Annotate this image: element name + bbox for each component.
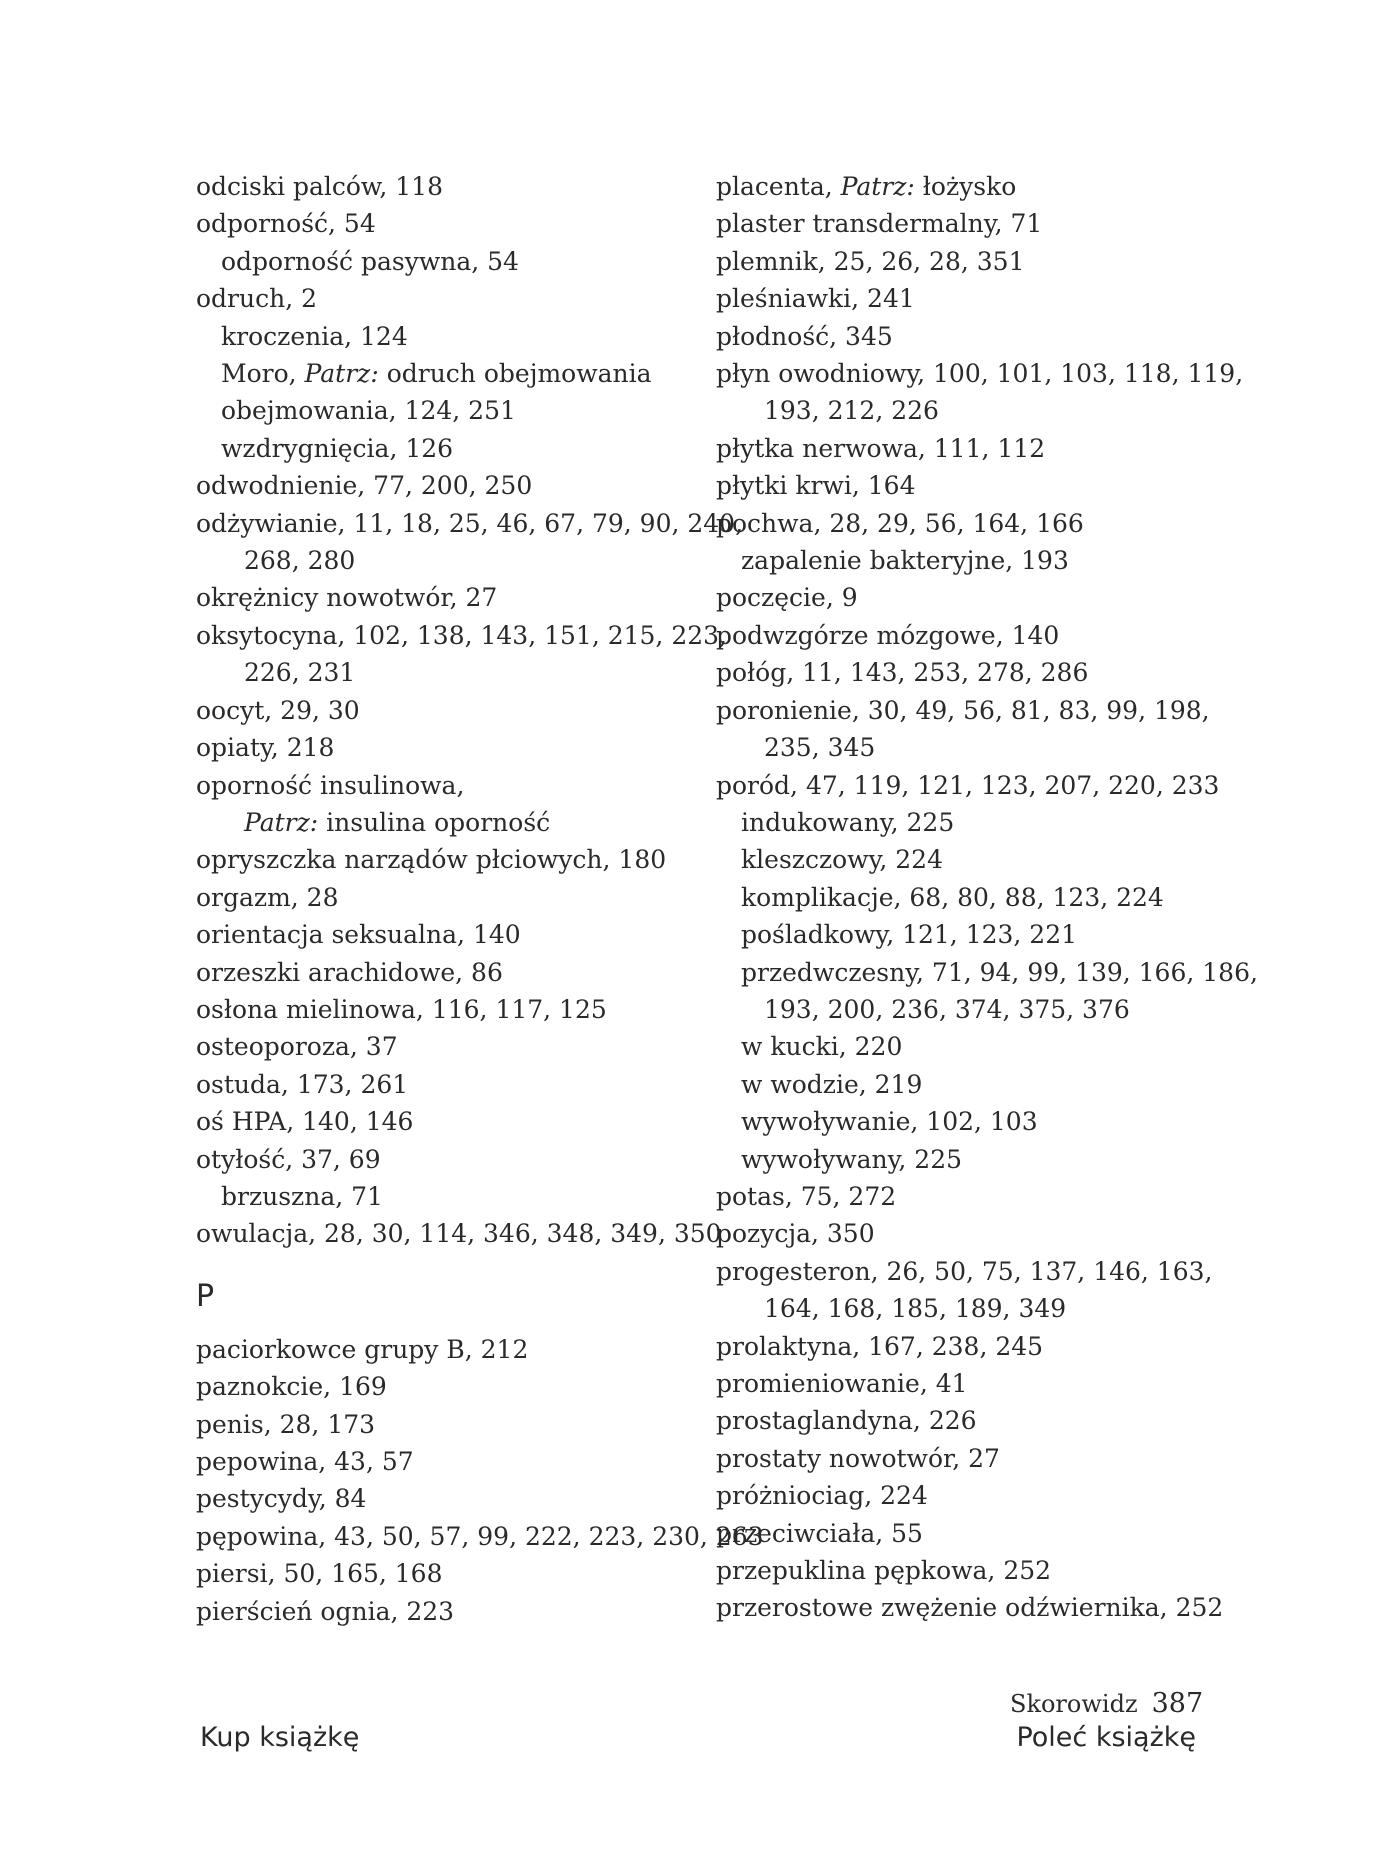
entry-text: opiaty, 218 — [196, 733, 335, 763]
footer-section-label: Skorowidz — [1010, 1690, 1138, 1718]
entry-text: przeciwciała, 55 — [716, 1518, 923, 1548]
index-subentry — [716, 804, 1216, 841]
cross-reference-marker: Patrz: — [244, 807, 319, 837]
entry-text: okrężnicy nowotwór, 27 — [196, 583, 498, 613]
index-entry — [196, 1480, 696, 1517]
entry-continuation: 235, 345 — [764, 733, 876, 763]
cross-reference-marker: Patrz: — [304, 359, 379, 389]
cross-reference-marker: Patrz: — [840, 172, 915, 201]
entry-text: pępowina, 43, 50, 57, 99, 222, 223, 230, 263 — [196, 1521, 764, 1551]
entry-text: płodność, 345 — [716, 321, 893, 351]
index-entry — [196, 916, 696, 953]
index-entry — [196, 1555, 696, 1592]
entry-text: orgazm, 28 — [196, 882, 339, 912]
entry-text: indukowany, 225 — [741, 807, 955, 837]
entry-text: połóg, 11, 143, 253, 278, 286 — [716, 658, 1089, 688]
entry-text: orzeszki arachidowe, 86 — [196, 957, 503, 987]
entry-text: owulacja, 28, 30, 114, 346, 348, 349, 350 — [196, 1219, 722, 1249]
index-entry — [196, 991, 696, 1028]
entry-text: pierścień ognia, 223 — [196, 1596, 455, 1626]
index-entry — [196, 954, 696, 991]
entry-text: oś HPA, 140, 146 — [196, 1107, 414, 1137]
index-entry — [196, 1406, 696, 1443]
index-entry — [716, 505, 1216, 542]
index-entry — [716, 355, 1244, 430]
index-subentry — [716, 879, 1216, 916]
entry-text: obejmowania, 124, 251 — [221, 396, 516, 426]
entry-continuation: 193, 200, 236, 374, 375, 376 — [764, 994, 1130, 1024]
index-entry — [196, 1518, 764, 1555]
index-entry — [716, 692, 1216, 767]
entry-text: otyłość, 37, 69 — [196, 1144, 381, 1174]
page-number: 387 — [1151, 1688, 1204, 1719]
index-entry — [716, 280, 1216, 317]
index-entry — [716, 1253, 1216, 1328]
entry-text: odwodnienie, 77, 200, 250 — [196, 471, 533, 501]
entry-text: prostaty nowotwór, 27 — [716, 1443, 1000, 1473]
buy-book-link[interactable]: Kup książkę — [200, 1722, 360, 1753]
entry-text: płytka nerwowa, 111, 112 — [716, 433, 1046, 463]
index-entry — [196, 1215, 722, 1252]
entry-continuation: 164, 168, 185, 189, 349 — [764, 1294, 1067, 1324]
entry-text: ostuda, 173, 261 — [196, 1069, 409, 1099]
entry-text: przepuklina pępkowa, 252 — [716, 1556, 1052, 1586]
entry-text: poronienie, 30, 49, 56, 81, 83, 99, 198, — [716, 695, 1210, 725]
entry-text: plemnik, 25, 26, 28, 351 — [716, 246, 1025, 276]
entry-text: pleśniawki, 241 — [716, 284, 915, 314]
entry-text: oocyt, 29, 30 — [196, 695, 360, 725]
entry-text: osłona mielinowa, 116, 117, 125 — [196, 994, 607, 1024]
index-entry — [716, 1440, 1216, 1477]
index-entry — [716, 1477, 1216, 1514]
entry-text: odporność, 54 — [196, 209, 376, 239]
index-subentry — [196, 243, 696, 280]
index-entry — [196, 1593, 696, 1630]
entry-continuation: Patrz: insulina oporność — [244, 807, 551, 837]
index-subentry — [716, 916, 1216, 953]
index-entry — [716, 318, 1216, 355]
entry-text: orientacja seksualna, 140 — [196, 920, 521, 950]
index-subentry — [716, 841, 1216, 878]
entry-text: osteoporoza, 37 — [196, 1032, 398, 1062]
entry-text: prostaglandyna, 226 — [716, 1406, 977, 1436]
entry-text: promieniowanie, 41 — [716, 1369, 968, 1398]
entry-continuation: 268, 280 — [244, 546, 356, 576]
entry-text: przerostowe zwężenie odźwiernika, 252 — [716, 1593, 1224, 1623]
index-entry — [716, 1515, 1216, 1552]
entry-text: zapalenie bakteryjne, 193 — [741, 546, 1069, 576]
index-column-left — [196, 168, 764, 1630]
entry-text: poczęcie, 9 — [716, 583, 858, 613]
entry-text: oporność insulinowa, — [196, 770, 465, 800]
entry-text: komplikacje, 68, 80, 88, 123, 224 — [741, 882, 1164, 912]
index-entry — [196, 1331, 696, 1368]
index-subentry — [716, 1066, 1216, 1103]
entry-text: piersi, 50, 165, 168 — [196, 1559, 443, 1589]
entry-text: płytki krwi, 164 — [716, 471, 916, 501]
entry-text: pestycydy, 84 — [196, 1484, 367, 1514]
entry-text: wywoływanie, 102, 103 — [741, 1107, 1038, 1137]
entry-text: paciorkowce grupy B, 212 — [196, 1334, 529, 1364]
index-entry — [196, 205, 696, 242]
entry-text: opryszczka narządów płciowych, 180 — [196, 845, 667, 875]
entry-text: odciski palców, 118 — [196, 172, 443, 201]
index-entry — [716, 767, 1220, 804]
entry-text: pepowina, 43, 57 — [196, 1447, 414, 1476]
index-subentry — [716, 954, 1258, 1029]
entry-text: w kucki, 220 — [741, 1032, 903, 1062]
index-entry — [196, 280, 696, 317]
index-entry — [196, 729, 696, 766]
index-entry — [196, 692, 696, 729]
entry-text: oksytocyna, 102, 138, 143, 151, 215, 223, — [196, 620, 727, 650]
index-entry — [716, 617, 1216, 654]
index-entry — [716, 654, 1216, 691]
index-subentry — [196, 318, 696, 355]
index-entry — [716, 579, 1216, 616]
index-entry — [196, 1368, 696, 1405]
index-subentry — [196, 430, 696, 467]
index-entry — [716, 1328, 1216, 1365]
entry-text: wywoływany, 225 — [741, 1144, 963, 1174]
entry-text: progesteron, 26, 50, 75, 137, 146, 163, — [716, 1256, 1213, 1286]
entry-text: wzdrygnięcia, 126 — [221, 433, 454, 463]
index-entry — [196, 467, 696, 504]
index-subentry — [716, 1141, 1216, 1178]
index-entry — [196, 617, 727, 692]
entry-text: brzuszna, 71 — [221, 1181, 383, 1211]
index-entry — [196, 767, 696, 842]
entry-text: prolaktyna, 167, 238, 245 — [716, 1331, 1044, 1361]
page-footer — [1010, 1688, 1203, 1719]
entry-text: odruch, 2 — [196, 284, 318, 314]
index-entry — [196, 1066, 696, 1103]
entry-text: kleszczowy, 224 — [741, 845, 943, 875]
index-subentry — [196, 392, 696, 429]
recommend-book-link[interactable]: Poleć książkę — [1016, 1722, 1196, 1753]
index-entry — [196, 1141, 696, 1178]
index-entry — [716, 1215, 1216, 1252]
index-entry — [716, 1178, 1216, 1215]
index-entry — [196, 1028, 696, 1065]
index-subentry — [196, 1178, 696, 1215]
entry-text: pozycja, 350 — [716, 1219, 875, 1249]
entry-text: paznokcie, 169 — [196, 1372, 387, 1402]
entry-text: penis, 28, 173 — [196, 1409, 376, 1439]
index-entry — [716, 1402, 1216, 1439]
index-entry — [716, 1552, 1216, 1589]
entry-text: pochwa, 28, 29, 56, 164, 166 — [716, 508, 1084, 538]
index-entry — [716, 1365, 1216, 1402]
entry-text: w wodzie, 219 — [741, 1069, 923, 1099]
entry-text: podwzgórze mózgowe, 140 — [716, 620, 1060, 650]
index-entry — [196, 505, 744, 580]
entry-text: odżywianie, 11, 18, 25, 46, 67, 79, 90, 240, — [196, 508, 744, 538]
entry-text: kroczenia, 124 — [221, 321, 408, 351]
index-subentry — [196, 355, 696, 392]
index-entry — [196, 879, 696, 916]
index-entry — [196, 579, 696, 616]
index-entry — [196, 168, 696, 205]
entry-text: poród, 47, 119, 121, 123, 207, 220, 233 — [716, 770, 1220, 800]
index-entry — [716, 467, 1216, 504]
index-entry — [196, 1103, 696, 1140]
index-subentry — [716, 1028, 1216, 1065]
entry-text: placenta, Patrz: łożysko — [716, 172, 1017, 201]
index-column-right — [716, 168, 1258, 1627]
entry-text: pośladkowy, 121, 123, 221 — [741, 920, 1078, 950]
entry-text: potas, 75, 272 — [716, 1181, 897, 1211]
index-subentry — [716, 1103, 1216, 1140]
entry-text: próżniociag, 224 — [716, 1481, 928, 1511]
entry-text: płyn owodniowy, 100, 101, 103, 118, 119, — [716, 359, 1244, 389]
entry-text: odporność pasywna, 54 — [221, 246, 519, 276]
index-entry — [716, 168, 1216, 205]
entry-continuation: 193, 212, 226 — [764, 396, 939, 426]
index-entry — [716, 1589, 1224, 1626]
section-letter: P — [196, 1278, 215, 1314]
index-subentry — [716, 542, 1216, 579]
index-entry — [716, 243, 1216, 280]
index-entry — [716, 430, 1216, 467]
index-entry — [196, 841, 696, 878]
entry-text: plaster transdermalny, 71 — [716, 209, 1043, 239]
entry-continuation: 226, 231 — [244, 658, 356, 688]
entry-text: Moro, Patrz: odruch obejmowania — [221, 359, 652, 389]
index-entry — [716, 205, 1216, 242]
index-entry — [196, 1443, 696, 1480]
entry-text: przedwczesny, 71, 94, 99, 139, 166, 186, — [741, 957, 1258, 987]
